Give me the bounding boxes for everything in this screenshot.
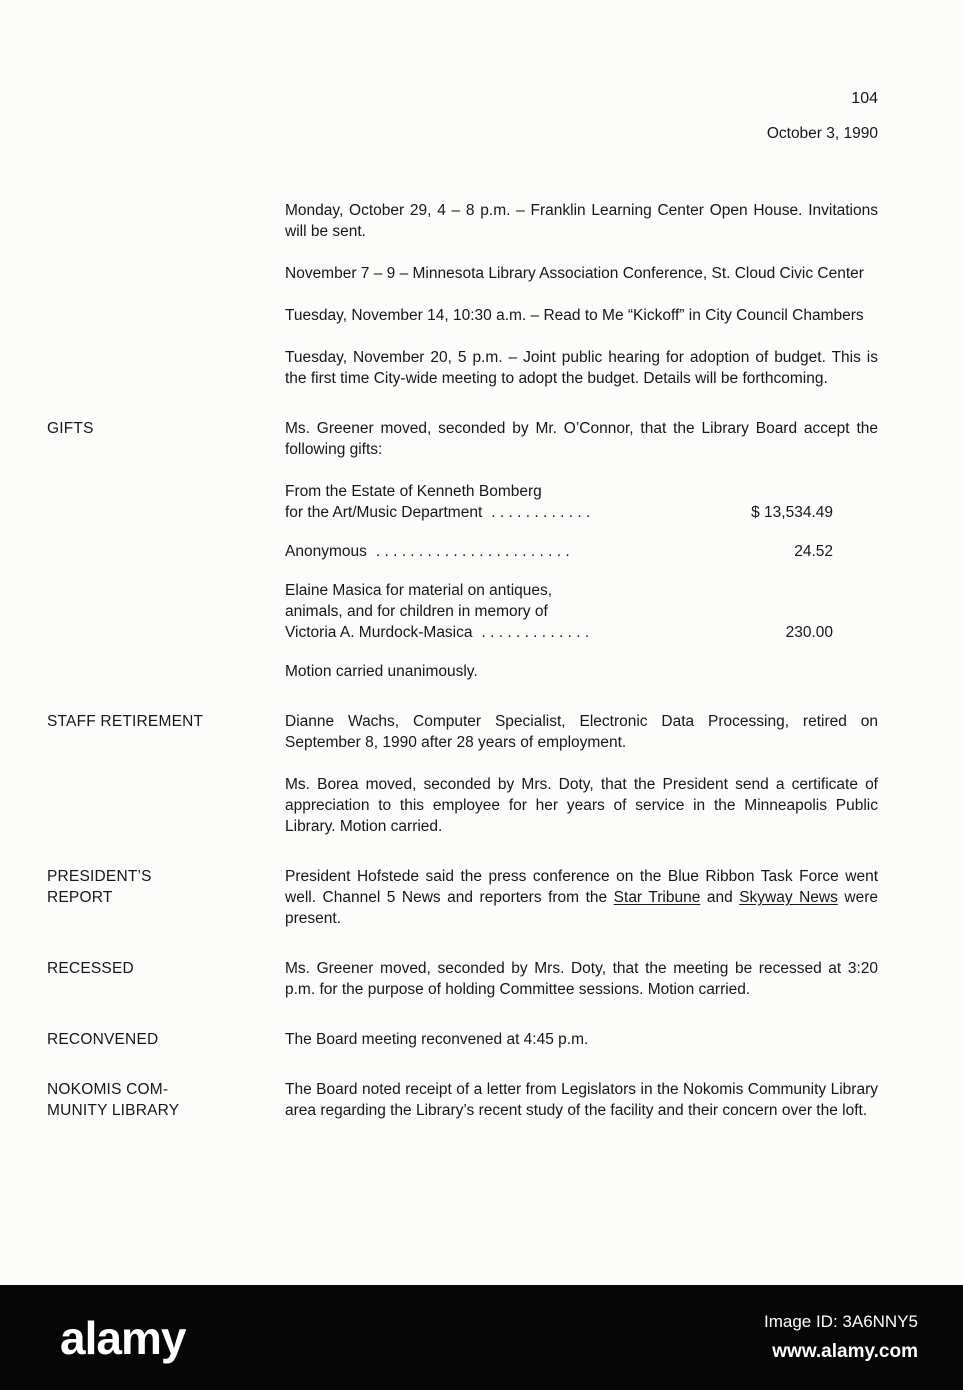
staff-retirement-paragraph: Ms. Borea moved, seconded by Mrs. Doty, that the President send a certificate of appreciation to this employee for her years of service in the Minneapolis Public Library. Motion carried.: [285, 776, 878, 835]
gift-amount-line: [285, 541, 833, 562]
staff-retirement-paragraph: Dianne Wachs, Computer Specialist, Electronic Data Processing, retired on September 8, 1990 after 28 years of employment.: [285, 713, 878, 751]
reconvened-content: [285, 1029, 878, 1071]
gift-item: [285, 481, 833, 523]
announcements-content: [285, 200, 878, 410]
gifts-list: [285, 481, 833, 643]
page-number: 104: [851, 90, 878, 107]
presidents-report-label-line: REPORT: [47, 889, 113, 906]
gift-description-line: From the Estate of Kenneth Bomberg: [285, 483, 542, 500]
gift-description-line: Victoria A. Murdock-Masica: [285, 624, 473, 641]
section-recessed: [47, 958, 878, 1021]
gift-amount-line: [285, 502, 833, 523]
recessed-label: RECESSED: [47, 960, 134, 977]
gift-amount: 24.52: [794, 543, 833, 560]
nokomis-label-line: MUNITY LIBRARY: [47, 1102, 180, 1119]
gift-item: [285, 541, 833, 562]
gifts-label: GIFTS: [47, 420, 94, 437]
gift-dot-leader: . . . . . . . . . . . . . . . . . . . . . . .: [375, 543, 570, 560]
nokomis-label: [47, 1079, 285, 1121]
announcement-paragraph: Tuesday, November 14, 10:30 a.m. – Read to Me “Kickoff” in City Council Chambers: [285, 307, 864, 324]
gifts-motion-paragraph: Motion carried unanimously.: [285, 663, 478, 680]
gift-description-line: for the Art/Music Department: [285, 504, 483, 521]
watermark-info: [764, 1312, 918, 1363]
watermark-image-id: Image ID: 3A6NNY5: [763, 1312, 918, 1331]
star-tribune-underlined: Star Tribune: [613, 889, 701, 906]
reconvened-label: RECONVENED: [47, 1031, 159, 1048]
staff-retirement-label: STAFF RETIREMENT: [47, 713, 204, 730]
section-announcements: [47, 200, 878, 410]
announcement-paragraph: November 7 – 9 – Minnesota Library Association Conference, St. Cloud Civic Center: [285, 265, 864, 282]
skyway-news-underlined: Skyway News: [739, 889, 838, 906]
section-reconvened: [47, 1029, 878, 1071]
report-text: President Hofstede said the press conference on the Blue Ribbon Task Force went well. Channel 5 News and reporters from the: [285, 868, 878, 906]
staff-retirement-content: [285, 711, 878, 858]
nokomis-content: [285, 1079, 878, 1142]
nokomis-label-line: NOKOMIS COM-: [47, 1081, 169, 1098]
announcement-paragraph: Monday, October 29, 4 – 8 p.m. – Franklin Learning Center Open House. Invitations will be sent.: [285, 202, 878, 240]
nokomis-paragraph: The Board noted receipt of a letter from Legislators in the Nokomis Community Library area regarding the Library’s recent study of the facility and their concern over the loft.: [285, 1081, 878, 1119]
report-text: and: [700, 889, 740, 906]
recessed-paragraph: Ms. Greener moved, seconded by Mrs. Doty, that the meeting be recessed at 3:20 p.m. for the purpose of holding Committee sessions. Motion carried.: [285, 960, 878, 998]
gift-amount: 230.00: [785, 624, 833, 641]
gifts-intro-paragraph: Ms. Greener moved, seconded by Mr. O’Connor, that the Library Board accept the following gifts:: [285, 420, 878, 458]
gifts-content: [285, 418, 878, 703]
section-gifts: [47, 418, 878, 703]
presidents-report-label-line: PRESIDENT’S: [47, 868, 152, 885]
section-staff-retirement: [47, 711, 878, 858]
presidents-report-label: [47, 866, 285, 908]
gift-item: [285, 580, 833, 643]
gift-description-line: Anonymous: [285, 543, 367, 560]
report-text: were present.: [285, 889, 878, 927]
section-nokomis-community-library: [47, 1079, 878, 1142]
watermark-bar: [0, 1285, 963, 1390]
gift-description-line: animals, and for children in memory of: [285, 603, 548, 620]
gift-dot-leader: . . . . . . . . . . . .: [491, 504, 591, 521]
gift-description-line: Elaine Masica for material on antiques,: [285, 582, 553, 599]
alamy-logo: alamy: [60, 1311, 186, 1364]
recessed-content: [285, 958, 878, 1021]
document-date: October 3, 1990: [766, 125, 878, 142]
reconvened-paragraph: The Board meeting reconvened at 4:45 p.m.: [285, 1031, 589, 1048]
watermark-url: www.alamy.com: [772, 1341, 918, 1362]
gift-amount: $ 13,534.49: [751, 504, 833, 521]
section-presidents-report: [47, 866, 878, 950]
announcement-paragraph: Tuesday, November 20, 5 p.m. – Joint public hearing for adoption of budget. This is the first time City-wide meeting to adopt the budget. Details will be forthcoming.: [285, 349, 878, 387]
gift-amount-line: [285, 622, 833, 643]
presidents-report-content: [285, 866, 878, 950]
gift-dot-leader: . . . . . . . . . . . . .: [481, 624, 590, 641]
presidents-report-paragraph: [285, 866, 878, 929]
